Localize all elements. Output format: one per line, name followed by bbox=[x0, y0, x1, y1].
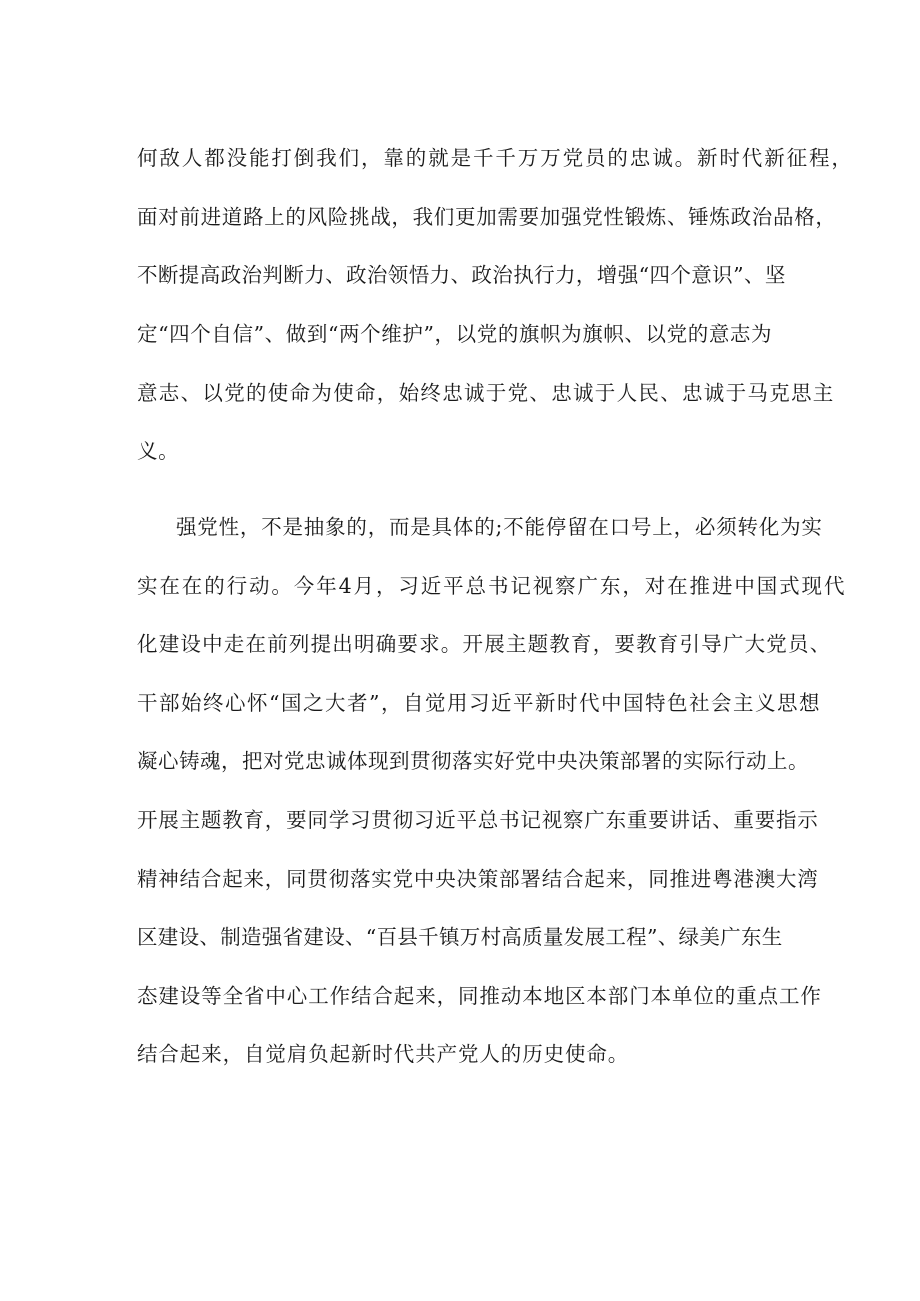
text-line: 实在在的行动。今年4月，习近平总书记视察广东，对在推进中国式现代 bbox=[137, 574, 847, 598]
text-line: 定“四个自信”、做到“两个维护”，以党的旗帜为旗帜、以党的意志为 bbox=[137, 322, 773, 346]
text-line: 意志、以党的使命为使命，始终忠诚于党、忠诚于人民、忠诚于马克思主 bbox=[137, 381, 835, 405]
text-line: 强党性，不是抽象的，而是具体的;不能停留在口号上，必须转化为实 bbox=[176, 515, 823, 539]
text-line: 不断提高政治判断力、政治领悟力、政治执行力，增强“四个意识”、坚 bbox=[137, 263, 786, 287]
text-line: 态建设等全省中心工作结合起来，同推动本地区本部门本单位的重点工作 bbox=[137, 984, 822, 1008]
text-line: 义。 bbox=[137, 439, 180, 463]
text-line: 开展主题教育，要同学习贯彻习近平总书记视察广东重要讲话、重要指示 bbox=[137, 808, 819, 832]
text-line: 化建设中走在前列提出明确要求。开展主题教育，要教育引导广大党员、 bbox=[137, 632, 832, 656]
text-line: 精神结合起来，同贯彻落实党中央决策部署结合起来，同推进粤港澳大湾 bbox=[137, 867, 819, 891]
text-line: 何敌人都没能打倒我们，靠的就是千千万万党员的忠诚。新时代新征程， bbox=[137, 146, 854, 170]
text-line: 结合起来，自觉肩负起新时代共产党人的历史使命。 bbox=[137, 1042, 630, 1066]
text-line: 干部始终心怀“国之大者”，自觉用习近平新时代中国特色社会主义思想 bbox=[137, 691, 821, 715]
text-line: 凝心铸魂，把对党忠诚体现到贯彻落实好党中央决策部署的实际行动上。 bbox=[137, 749, 809, 773]
text-line: 面对前进道路上的风险挑战，我们更加需要加强党性锻炼、锤炼政治品格， bbox=[137, 205, 837, 229]
text-line: 区建设、制造强省建设、“百县千镇万村高质量发展工程”、绿美广东生 bbox=[137, 925, 783, 949]
